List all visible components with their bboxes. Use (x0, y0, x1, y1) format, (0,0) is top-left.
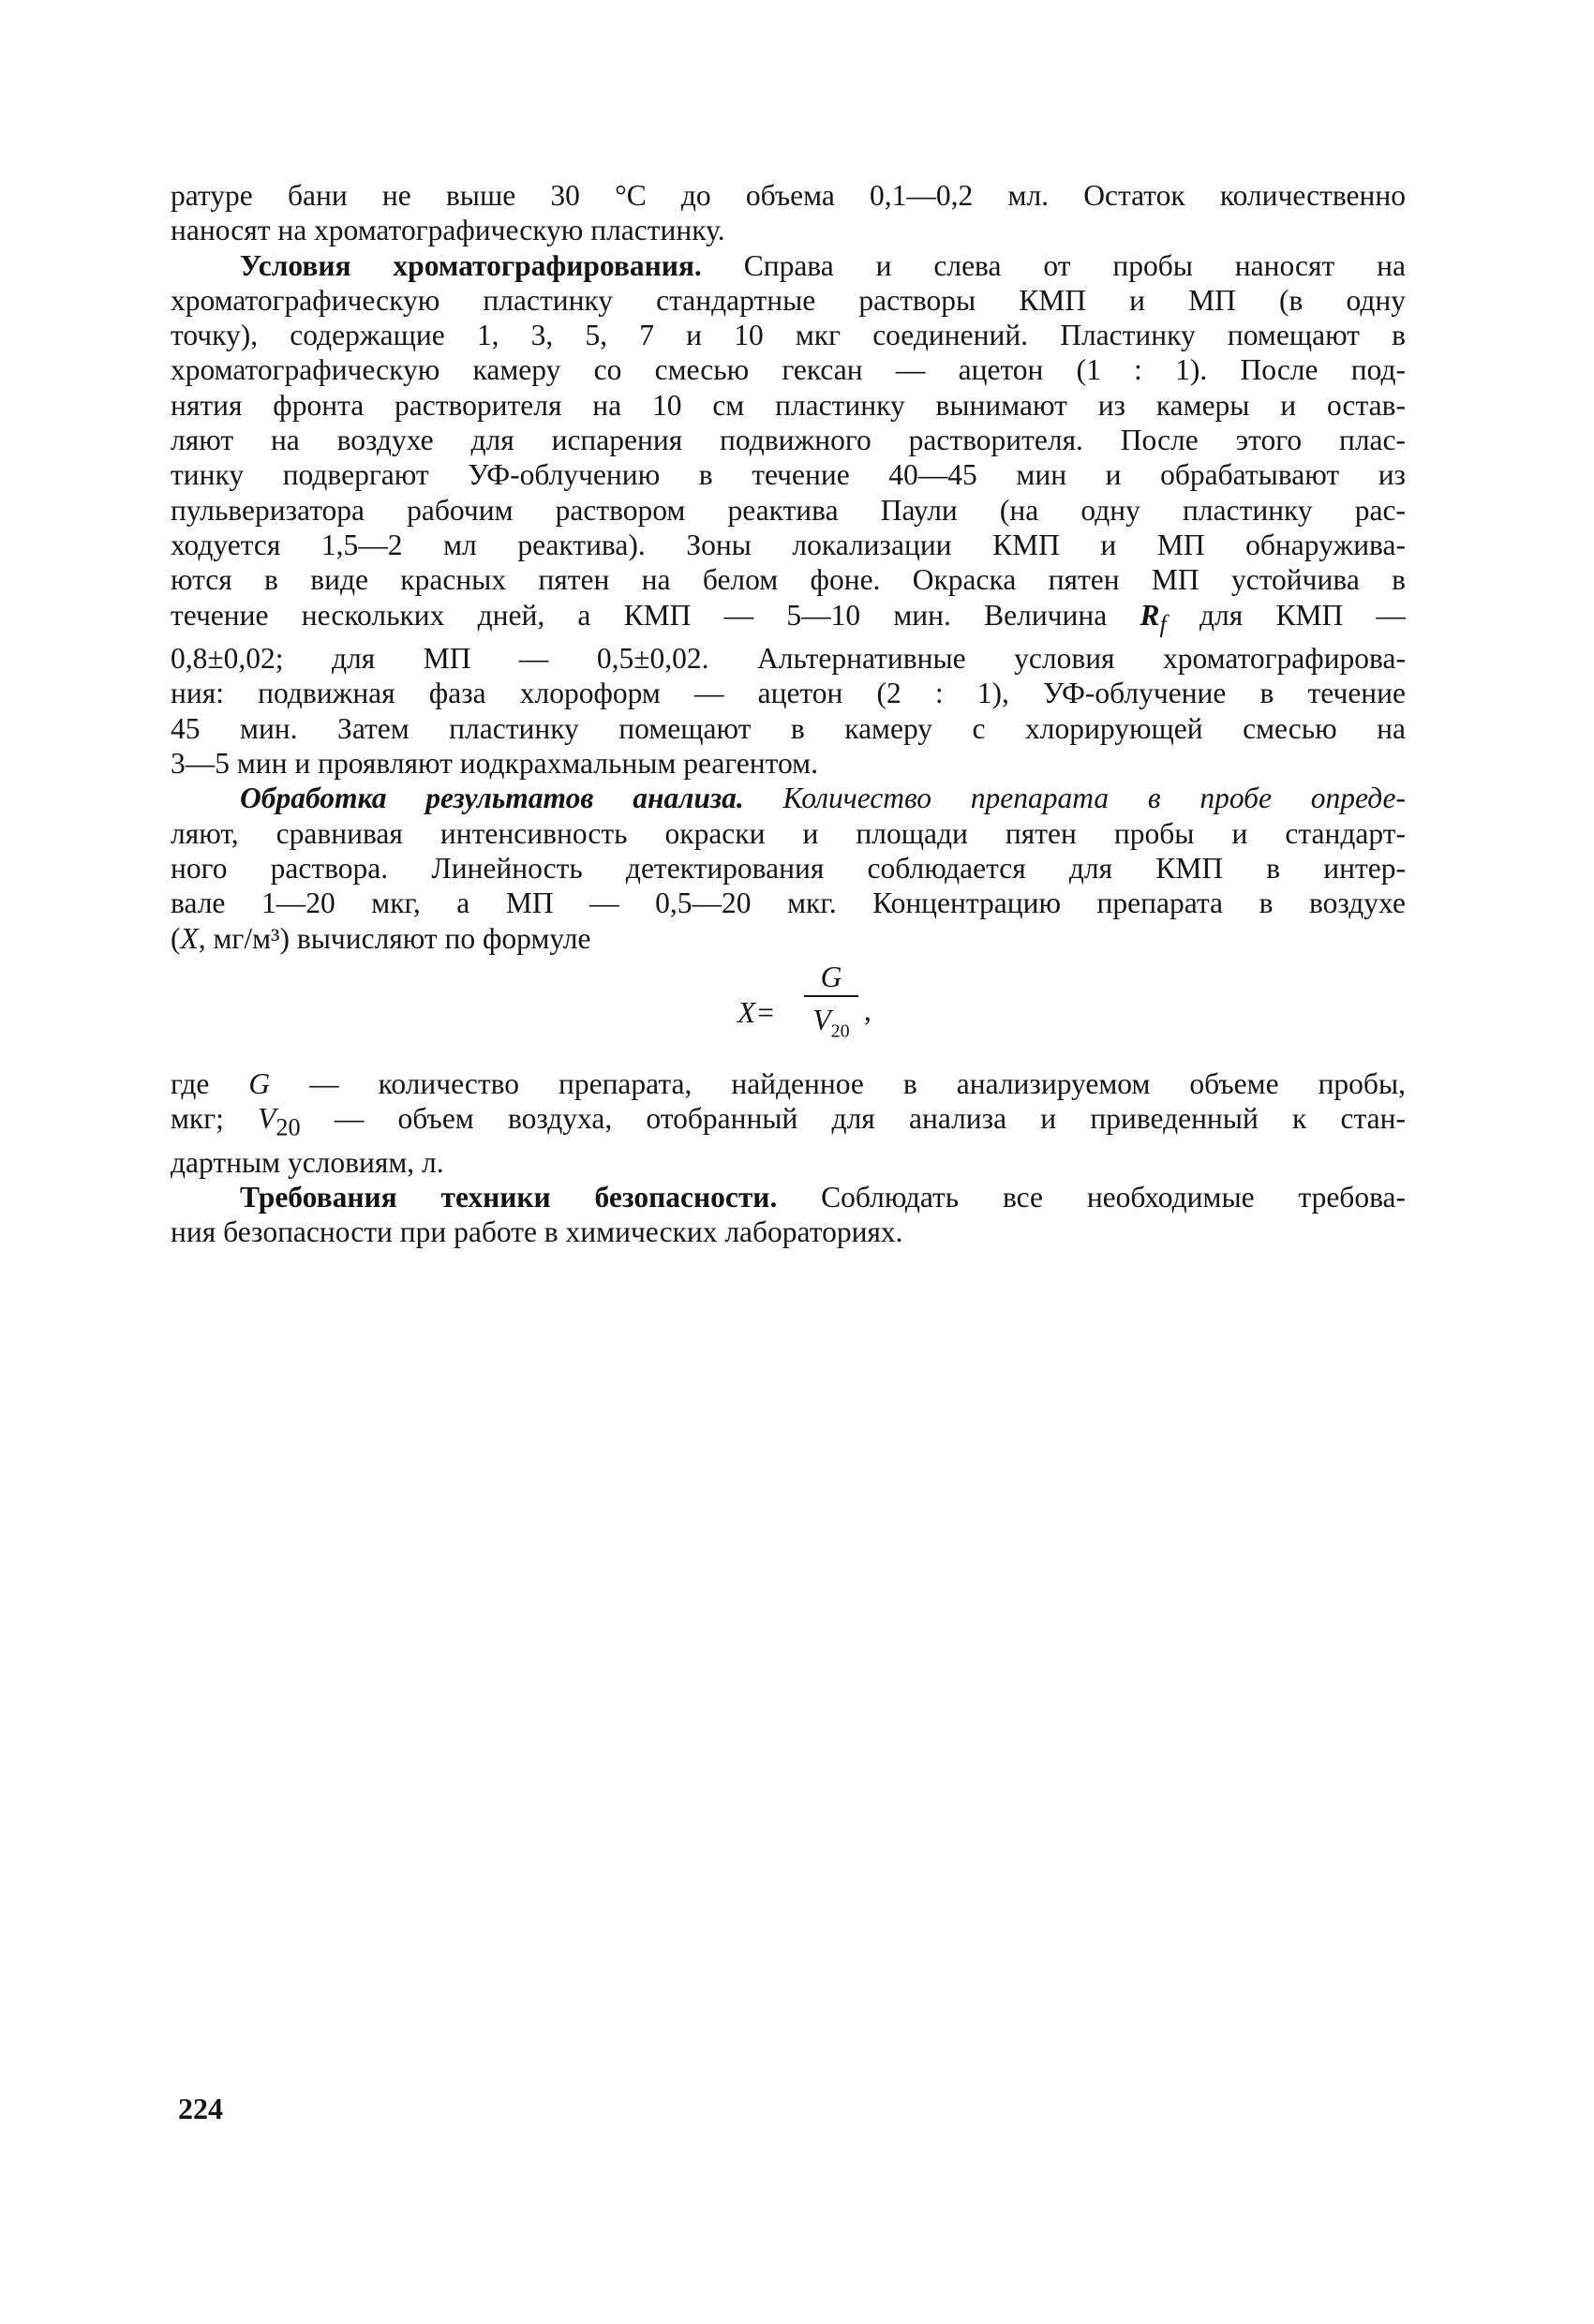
text-line: нятия фронта растворителя на 10 см пластинку вынимают из камеры и остав- (171, 388, 1406, 422)
text-line: ния: подвижная фаза хлороформ — ацетон (2 : 1), УФ-облучение в течение (171, 677, 1406, 710)
text-line (171, 1066, 1406, 1101)
formula-numerator: G (820, 960, 842, 993)
denominator-subscript: 20 (830, 1020, 850, 1042)
text-line: ляют, сравнивая интенсивность окраски и площади пятен пробы и стандарт- (171, 816, 1406, 850)
text-line (171, 1101, 1406, 1145)
text-line: ного раствора. Линейность детектирования соблюдается для КМП в интер- (171, 851, 1406, 885)
text-run: где (171, 1066, 249, 1100)
page-body (171, 178, 1406, 1250)
text-run: Количество препарата в пробе опреде- (743, 782, 1406, 815)
paragraph-continuation (171, 178, 1406, 248)
text-line: пульверизатора рабочим раствором реактива Паули (на одну пластинку рас- (171, 493, 1406, 527)
text-line: 45 мин. Затем пластинку помещают в камеру с хлорирующей смесью на (171, 711, 1406, 745)
formula-denominator (804, 1003, 858, 1050)
section-heading-safety: Требования техники безопасности. (240, 1181, 778, 1214)
denominator-symbol: V (812, 1003, 831, 1036)
text-run: ( (171, 921, 181, 955)
variable-v: V (258, 1102, 276, 1136)
text-line (171, 1180, 1406, 1214)
text-line: тинку подвергают УФ-облучению в течение 40—45 мин и обрабатывают из (171, 458, 1406, 492)
text-line: 3—5 мин и проявляют иодкрахмальным реагентом. (171, 747, 818, 781)
formula-lhs: X= (737, 995, 776, 1029)
rf-subscript: f (1159, 609, 1167, 637)
paragraph-formula-legend (171, 1066, 1406, 1180)
text-line: вале 1—20 мкг, а МП — 0,5—20 мкг. Концентрацию препарата в воздухе (171, 886, 1406, 920)
text-line (171, 248, 1406, 283)
text-line: ходуется 1,5—2 мл реактива). Зоны локализации КМП и МП обнаружива- (171, 528, 1406, 561)
text-line: точку), содержащие 1, 3, 5, 7 и 10 мкг соединений. Пластинку помещают в (171, 319, 1406, 352)
fraction-bar (804, 995, 858, 997)
paragraph-results-processing (171, 781, 1406, 955)
text-run: , мг/м³) вычисляют по формуле (198, 921, 591, 955)
text-run: Справа и слева от пробы наносят на (701, 248, 1406, 282)
text-line: ратуре бани не выше 30 °С до объема 0,1—0,2 мл. Остаток количественно (171, 179, 1406, 212)
section-heading-results: Обработка результатов анализа. (240, 782, 744, 815)
text-line: ляют на воздухе для испарения подвижного растворителя. После этого плас- (171, 424, 1406, 457)
text-line: наносят на хроматографическую пластинку. (171, 214, 725, 247)
page-number: 224 (178, 2092, 223, 2125)
formula-fraction (804, 960, 858, 1050)
text-line: ния безопасности при работе в химических лабораториях. (171, 1215, 903, 1249)
text-run: мкг; (171, 1102, 259, 1136)
text-line: хроматографическую камеру со смесью гексан — ацетон (1 : 1). После под- (171, 353, 1406, 387)
variable-g: G (248, 1066, 271, 1100)
formula-comma: , (864, 993, 871, 1027)
section-heading-chromatography: Условия хроматографирования. (240, 248, 702, 282)
text-run: течение нескольких дней, а КМП — 5—10 мин. Величина (171, 598, 1140, 632)
text-line: хроматографическую пластинку стандартные растворы КМП и МП (в одну (171, 283, 1406, 317)
text-line (171, 598, 1406, 642)
variable-x: X (180, 921, 199, 955)
text-run: — количество препарата, найденное в анализируемом объеме пробы, (270, 1066, 1406, 1100)
text-line: дартным условиям, л. (171, 1145, 444, 1179)
rf-symbol: R (1140, 598, 1160, 632)
text-run: — объем воздуха, отобранный для анализа и приведенный к стан- (300, 1102, 1406, 1136)
text-line: ются в виде красных пятен на белом фоне. Окраска пятен МП устойчива в (171, 563, 1406, 597)
paragraph-safety (171, 1180, 1406, 1250)
text-line: 0,8±0,02; для МП — 0,5±0,02. Альтернативные условия хроматографирова- (171, 642, 1406, 676)
paragraph-chromatography-conditions (171, 248, 1406, 782)
text-run: Соблюдать все необходимые требова- (777, 1181, 1407, 1214)
text-line (171, 921, 1406, 956)
text-run: для КМП — (1166, 598, 1406, 632)
formula (171, 956, 1406, 1066)
text-line (171, 781, 1406, 815)
variable-v-subscript: 20 (276, 1113, 301, 1141)
